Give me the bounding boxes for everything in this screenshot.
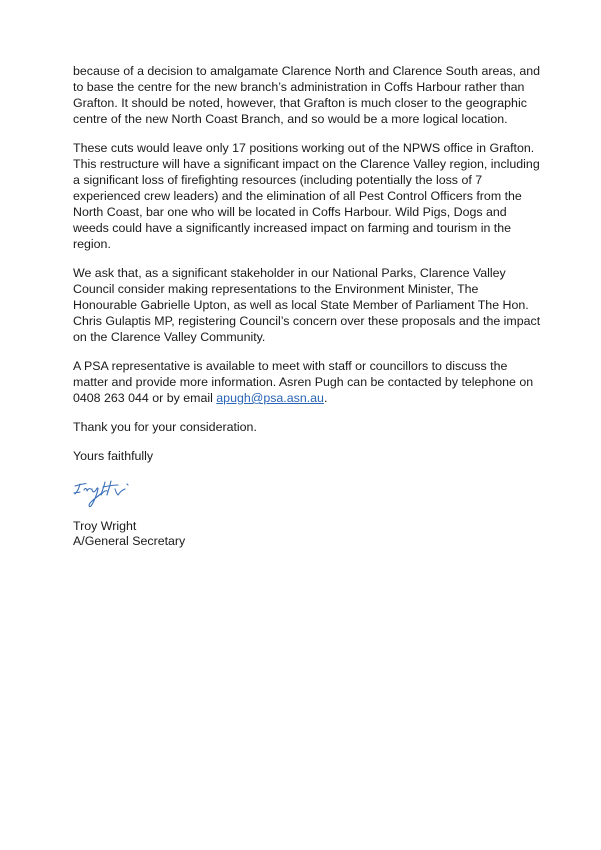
paragraph-contact <box>73 358 543 406</box>
email-link[interactable]: apugh@psa.asn.au <box>216 391 324 405</box>
paragraph-cuts-impact: These cuts would leave only 17 positions working out of the NPWS office in Grafton. This restructure will have a significant impact on the Clarence Valley region, including a significant loss of firefighting resources (including potentially the loss of 7 experienced crew leaders) and the elimination of all Pest Control Officers from the North Coast, bar one who will be located in Coffs Harbour. Wild Pigs, Dogs and weeds could have a significantly increased impact on farming and tourism in the region. <box>73 141 540 251</box>
handwritten-signature <box>72 478 134 514</box>
signatory-block <box>73 519 373 549</box>
paragraph-amalgamation: because of a decision to amalgamate Clarence North and Clarence South areas, and to base the centre for the new branch’s administration in Coffs Harbour rather than Grafton. It should be noted, however, that Grafton is much closer to the geographic centre of the new North Coast Branch, and so would be a more logical location. <box>73 64 540 126</box>
closing-line: Yours faithfully <box>73 449 154 463</box>
contact-text-end: . <box>323 391 328 405</box>
paragraph-request: We ask that, as a significant stakeholder in our National Parks, Clarence Valley Council consider making representations to the Environment Minister, The Honourable Gabrielle Upton, as well as local State Member of Parliament The Hon. Chris Gulaptis MP, registering Council’s concern over these proposals and the impact on the Clarence Valley Community. <box>73 266 541 344</box>
letter-body <box>73 63 543 464</box>
contact-text: A PSA representative is available to meet with staff or councillors to discuss the matter and provide more information. Asren Pugh can be contacted by telephone on 0408 263 044 or by email <box>73 359 534 405</box>
signatory-title: A/General Secretary <box>73 534 186 548</box>
thanks-line: Thank you for your consideration. <box>73 420 257 434</box>
signatory-name: Troy Wright <box>73 519 137 533</box>
